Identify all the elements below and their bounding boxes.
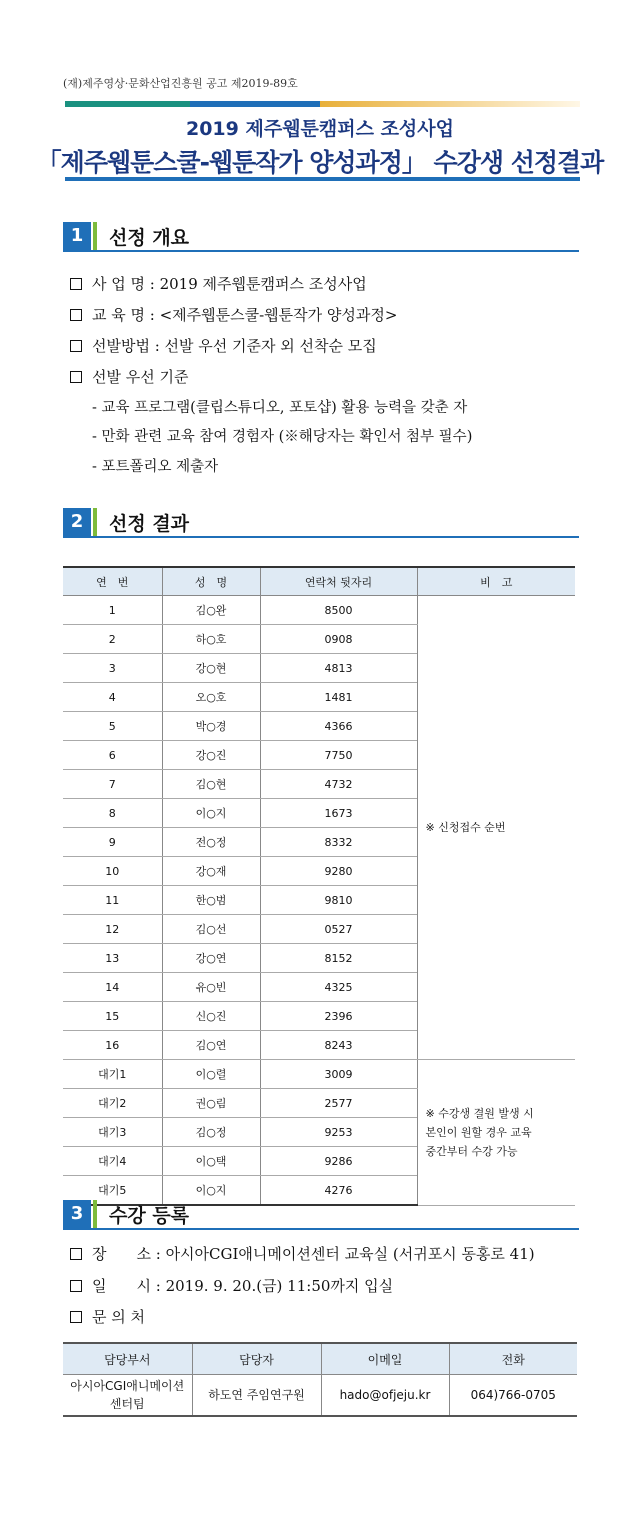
title-line-1: 2019 제주웹툰캠퍼스 조성사업	[185, 118, 454, 140]
overview-item-criteria: 선발 우선 기준	[70, 366, 188, 387]
table-row: 5 박○경 4366	[63, 712, 575, 741]
contact-header-phone: 전화	[449, 1343, 577, 1375]
table-row: 대기5 이○지 4276	[63, 1176, 575, 1206]
section-rule	[63, 1228, 579, 1230]
table-row	[63, 1375, 577, 1417]
contact-table	[63, 1342, 577, 1417]
section-3-title: 수강 등록	[109, 1205, 190, 1227]
contact-phone: 064)766-0705	[449, 1375, 577, 1417]
table-row: 10 강○재 9280	[63, 857, 575, 886]
contact-header-dept: 담당부서	[63, 1343, 192, 1375]
section-1-header	[63, 222, 579, 252]
table-row: 1 김○완 8500 ※ 신청접수 순번	[63, 596, 575, 625]
table-row: 대기2 권○림 2577	[63, 1089, 575, 1118]
contact-header-email: 이메일	[321, 1343, 449, 1375]
table-row: 대기4 이○택 9286	[63, 1147, 575, 1176]
section-accent	[93, 222, 97, 250]
checkbox-icon	[70, 309, 82, 321]
title-line-2: 「제주웹툰스쿨-웹툰작가 양성과정」 수강생 선정결과	[36, 148, 604, 177]
registration-time: 일 시 : 2019. 9. 20.(금) 11:50까지 입실	[70, 1275, 393, 1296]
section-rule	[63, 250, 579, 252]
notice-number: (재)제주영상·문화산업진흥원 공고 제2019-89호	[63, 77, 298, 90]
criteria-sub-2: - 만화 관련 교육 참여 경험자 (※해당자는 확인서 첨부 필수)	[92, 429, 473, 445]
table-row: 2 하○호 0908	[63, 625, 575, 654]
table-row: 7 김○현 4732	[63, 770, 575, 799]
section-accent	[93, 508, 97, 536]
section-1-number: 1	[63, 222, 91, 250]
table-row: 대기3 김○정 9253	[63, 1118, 575, 1147]
section-2-number: 2	[63, 508, 91, 536]
criteria-sub-3: - 포트폴리오 제출자	[92, 459, 219, 475]
checkbox-icon	[70, 1280, 82, 1292]
table-row: 16 김○연 8243	[63, 1031, 575, 1060]
table-row: 12 김○선 0527	[63, 915, 575, 944]
overview-item-name: 사 업 명 : 2019 제주웹툰캠퍼스 조성사업	[70, 273, 367, 294]
section-1-title: 선정 개요	[109, 227, 190, 249]
contact-header-person: 담당자	[192, 1343, 321, 1375]
column-header-phone: 연락처 뒷자리	[260, 567, 417, 596]
table-row: 9 전○정 8332	[63, 828, 575, 857]
section-2-title: 선정 결과	[109, 513, 190, 535]
note-selected: ※ 신청접수 순번	[417, 596, 575, 1060]
table-row: 13 강○연 8152	[63, 944, 575, 973]
overview-item-course: 교 육 명 : <제주웹툰스쿨-웹툰작가 양성과정>	[70, 304, 397, 325]
table-row: 8 이○지 1673	[63, 799, 575, 828]
section-accent	[93, 1200, 97, 1228]
table-row: 15 신○진 2396	[63, 1002, 575, 1031]
registration-place: 장 소 : 아시아CGI애니메이션센터 교육실 (서귀포시 동홍로 41)	[70, 1243, 535, 1264]
contact-person: 하도연 주임연구원	[192, 1375, 321, 1417]
criteria-sub-1: - 교육 프로그램(클립스튜디오, 포토샵) 활용 능력을 갖춘 자	[92, 400, 468, 416]
column-header-no: 연 번	[63, 567, 162, 596]
note-waitlist: ※ 수강생 결원 발생 시 본인이 원할 경우 교육 중간부터 수강 가능	[417, 1060, 575, 1206]
table-row: 11 한○범 9810	[63, 886, 575, 915]
section-rule	[63, 536, 579, 538]
top-color-bar	[65, 101, 580, 107]
table-row: 3 강○현 4813	[63, 654, 575, 683]
table-row: 14 유○빈 4325	[63, 973, 575, 1002]
table-row: 4 오○호 1481	[63, 683, 575, 712]
column-header-note: 비 고	[417, 567, 575, 596]
column-header-name: 성 명	[162, 567, 260, 596]
contact-email[interactable]: hado@ofjeju.kr	[321, 1375, 449, 1417]
overview-item-method: 선발방법 : 선발 우선 기준자 외 선착순 모집	[70, 335, 377, 356]
contact-dept: 아시아CGI애니메이션 센터팀	[63, 1375, 192, 1417]
checkbox-icon	[70, 1311, 82, 1323]
results-table	[63, 566, 575, 1206]
section-3-number: 3	[63, 1200, 91, 1228]
checkbox-icon	[70, 340, 82, 352]
checkbox-icon	[70, 1248, 82, 1260]
checkbox-icon	[70, 371, 82, 383]
section-3-header	[63, 1200, 579, 1230]
checkbox-icon	[70, 278, 82, 290]
table-row: 6 강○진 7750	[63, 741, 575, 770]
registration-contact: 문 의 처	[70, 1306, 145, 1327]
title-underline	[65, 177, 580, 181]
table-row: 대기1 이○렬 3009 ※ 수강생 결원 발생 시 본인이 원할 경우 교육 중간부터 수강 가능	[63, 1060, 575, 1089]
section-2-header	[63, 508, 579, 538]
